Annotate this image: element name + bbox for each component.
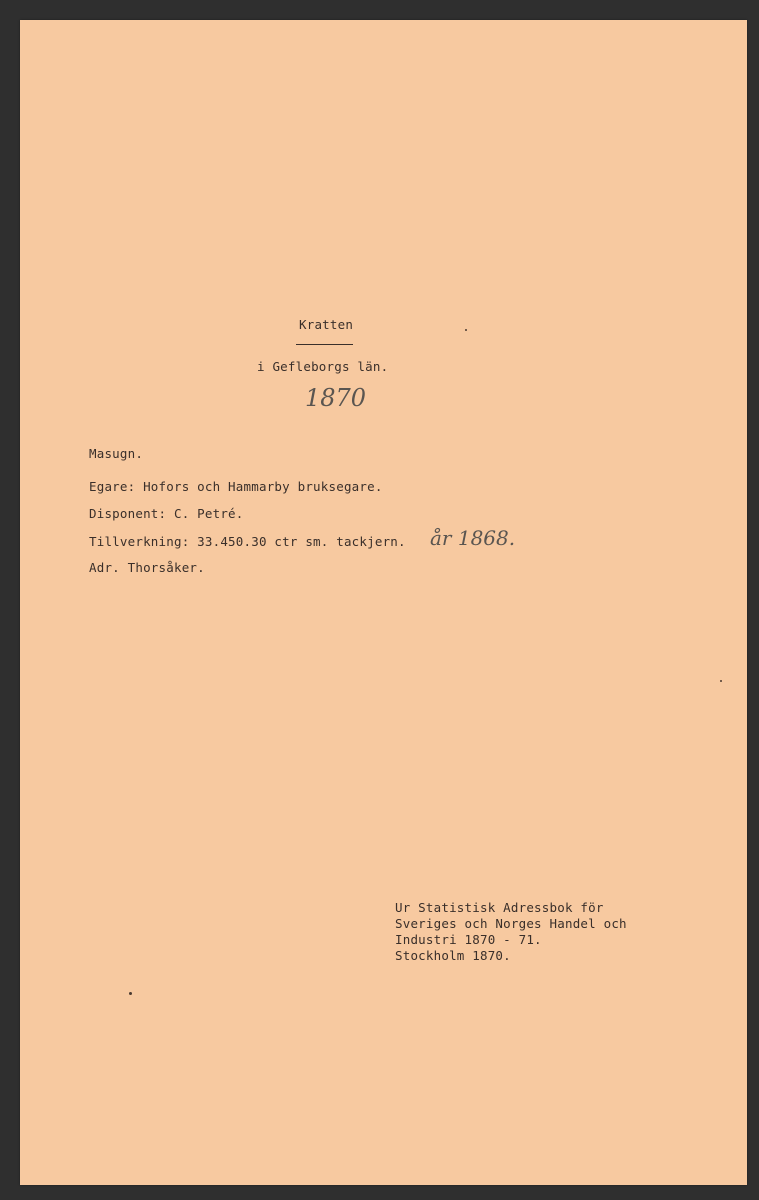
paper-speck xyxy=(465,329,467,331)
source-line-2: Sveriges och Norges Handel och xyxy=(395,916,627,931)
county-line: i Gefleborgs län. xyxy=(257,359,389,374)
entry-manager: Disponent: C. Petré. xyxy=(89,506,244,521)
entry-address: Adr. Thorsåker. xyxy=(89,560,205,575)
entry-owner: Egare: Hofors och Hammarby bruksegare. xyxy=(89,479,383,494)
handwritten-year: 1870 xyxy=(305,384,367,412)
paper-speck xyxy=(129,992,132,995)
source-line-3: Industri 1870 - 71. xyxy=(395,932,542,947)
document-page xyxy=(20,20,747,1185)
source-line-4: Stockholm 1870. xyxy=(395,948,511,963)
entry-production: Tillverkning: 33.450.30 ctr sm. tackjern. xyxy=(89,534,406,549)
handwritten-production-note: år 1868. xyxy=(430,526,516,550)
entry-type: Masugn. xyxy=(89,446,144,461)
place-title: Kratten xyxy=(299,317,354,332)
source-line-1: Ur Statistisk Adressbok för xyxy=(395,900,604,915)
paper-speck xyxy=(720,680,722,682)
title-underline xyxy=(296,344,353,345)
